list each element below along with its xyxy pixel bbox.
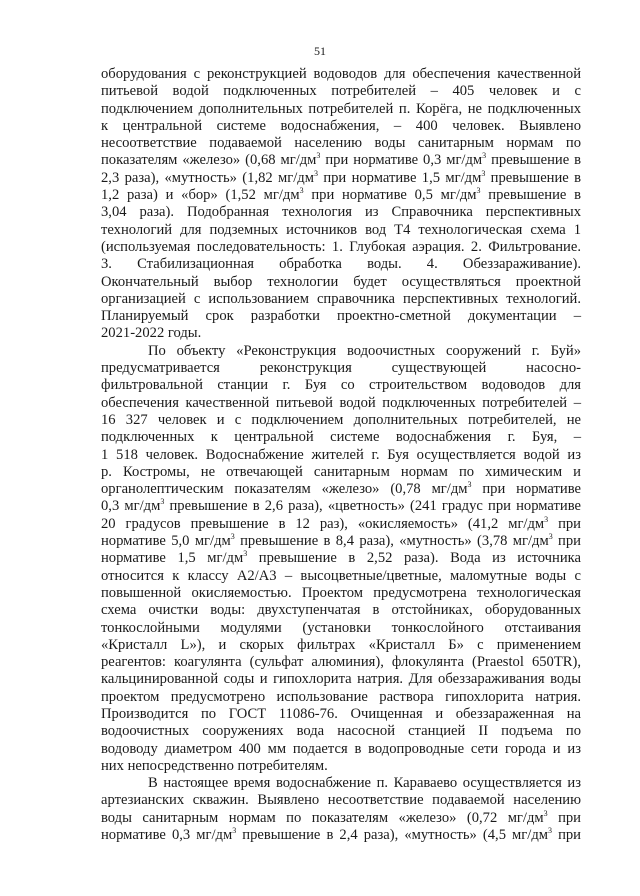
text-line: (используемая последовательность: 1. Глубокая аэрация. 2. Фильтрование. [101, 238, 581, 255]
text-line: р. Костромы, не отвечающей санитарным нормам по химическим и [101, 463, 581, 480]
text-line: 16 327 человек и с подключением дополнительных потребителей, не [101, 411, 581, 428]
text-line: 2021-2022 годы. [101, 325, 202, 342]
text-line: фильтровальной станции г. Буя со строительством водоводов для [101, 377, 581, 394]
text-line: 20 градусов превышение в 12 раз), «окисляемость» (41,2 $мг/дм^3$ при [101, 514, 581, 532]
text-line: реагентов: коагулянта (сульфат алюминия), флокулянта (Praestol 650TR), [101, 654, 581, 671]
text-line: 3. Стабилизационная обработка воды. 4. Обеззараживание). [101, 256, 581, 273]
text-line: нормативе 5,0 $мг/дм^3$ превышение в 8,4 раза), «мутность» (3,78 $мг/дм^3$ при [101, 532, 581, 550]
text-line: них непосредственно потребителям. [101, 757, 328, 774]
text-line: 0,3 $мг/дм^3$ превышение в 2,6 раза), «цветность» (241 градус при нормативе [101, 497, 581, 515]
text-line: показателям «железо» (0,68 $мг/дм^3$ при нормативе 0,3 $мг/дм^3$ превышение в [101, 151, 582, 169]
text-line: артезианских скважин. Выявлено несоответствие подаваемой населению [101, 792, 581, 809]
body-text [101, 66, 581, 844]
text-line: 1,2 раза) и «бор» (1,52 $мг/дм^3$ при нормативе 0,5 $мг/дм^3$ превышение в [101, 186, 582, 204]
text-line: повышенной окисляемостью. Проектом предусмотрена технологическая [101, 584, 581, 601]
text-line: организацией с использованием справочника перспективных технологий. [101, 290, 581, 307]
text-line: Производится по ГОСТ 11086-76. Очищенная и обеззараженная на [101, 705, 581, 722]
text-line: нормативе 0,3 $мг/дм^3$ превышение в 2,4 раза), «мутность» (4,5 $мг/дм^3$ при [101, 826, 581, 844]
text-line: органолептическим показателям «железо» (0,78 $мг/дм^3$ при нормативе [101, 480, 582, 498]
text-line: «Кристалл L»), и скорых фильтрах «Кристалл Б» с применением [101, 636, 581, 653]
text-line: кальцинированной соды и гипохлорита натрия. Для обеззараживания воды [101, 671, 581, 688]
text-line: 1 518 человек. Водоснабжение жителей г. Буя осуществляется водой из [101, 446, 581, 463]
text-line: проектом предусмотрено использование раствора гипохлорита натрия. [101, 688, 581, 705]
text-line: водоочистных сооружениях вода насосной станцией II подъема по [101, 723, 581, 740]
text-line: воды санитарным нормам по показателям «железо» (0,72 $мг/дм^3$ при [101, 808, 581, 826]
text-line: оборудования с реконструкцией водоводов для обеспечения качественной [101, 66, 581, 82]
text-line: тонкослойными модулями (установки тонкослойного отстаивания [101, 619, 581, 636]
text-line: 2,3 раза), «мутность» (1,82 $мг/дм^3$ при нормативе 1,5 $мг/дм^3$ превышение в [101, 168, 581, 186]
text-line: технологий для подземных источников вод Т4 технологическая схема 1 [101, 221, 581, 238]
text-line: нормативе 1,5 $мг/дм^3$ превышение в 2,52 раза). Вода из источника [101, 549, 581, 567]
text-line: подключением дополнительных потребителей п. Корёга, не подключенных [101, 100, 581, 117]
text-line: Окончательный выбор технологии будет осуществляться проектной [101, 273, 581, 290]
text-line: к центральной системе водоснабжения, – 400 человек. Выявлено [101, 117, 581, 134]
text-line: В настоящее время водоснабжение п. Караваево осуществляется из [148, 775, 581, 792]
text-line: водоводу диаметром 400 мм подается в водопроводные сети города и из [101, 740, 581, 757]
text-line: несоответствие подаваемой населению воды санитарным нормам по [101, 135, 581, 152]
page-number: 51 [314, 44, 326, 58]
text-line: Планируемый срок разработки проектно-сметной документации – [101, 308, 581, 325]
text-line: обеспечения качественной питьевой водой подключенных потребителей – [101, 394, 581, 411]
text-line: питьевой водой подключенных потребителей – 405 человек и с [101, 83, 581, 100]
text-line: предусматривается реконструкция существующей насосно- [101, 360, 581, 377]
text-line: По объекту «Реконструкция водоочистных сооружений г. Буй» [148, 342, 581, 359]
text-line: 3,04 раза). Подобранная технология из Справочника перспективных [101, 204, 581, 221]
text-line: схема очистки воды: двухступенчатая в отстойниках, оборудованных [101, 602, 581, 619]
text-line: подключенных к центральной системе водоснабжения г. Буя, – [101, 429, 581, 446]
text-line: относится к классу А2/А3 – высоцветные/цветные, маломутные воды с [101, 567, 581, 584]
